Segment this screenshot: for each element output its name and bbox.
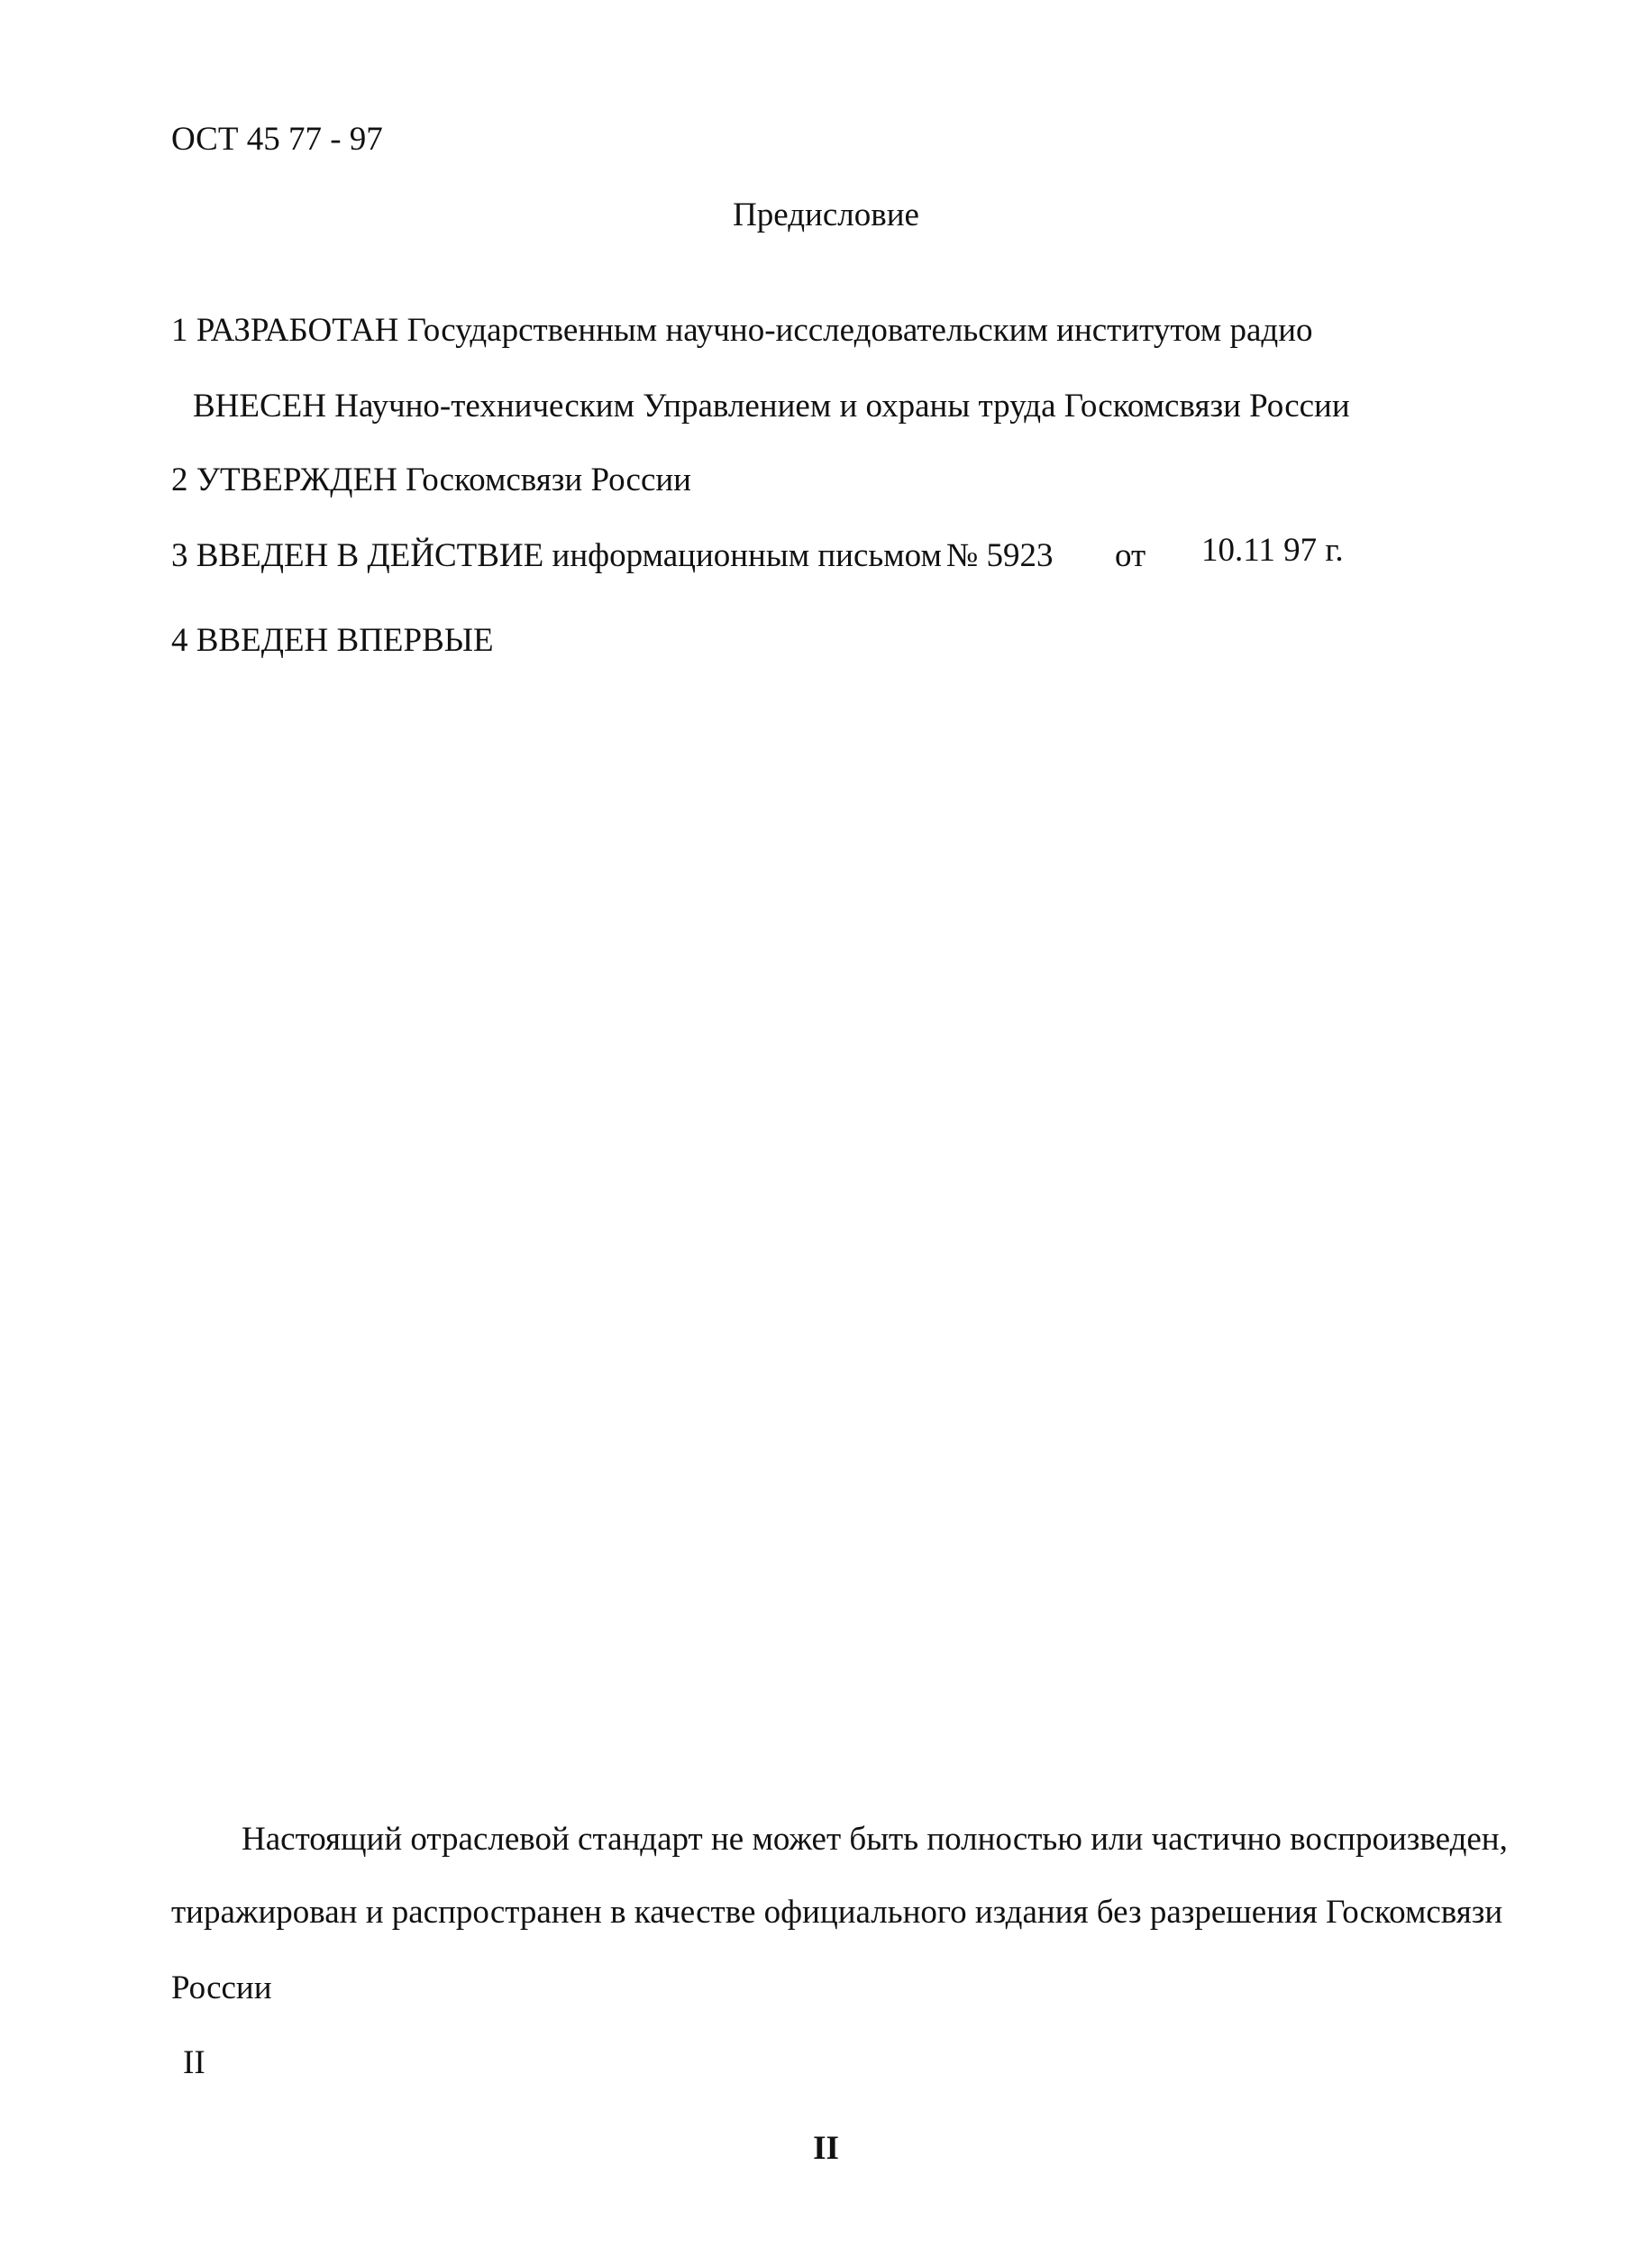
- item-text: информационным письмом: [543, 537, 942, 574]
- item-first-introduced: [171, 622, 494, 661]
- letter-date: 10.11 97 г.: [1201, 532, 1344, 569]
- item-lead: 3 ВВЕДЕН В ДЕЙСТВИЕ: [171, 537, 544, 574]
- document-designation: ОСТ 45 77 - 97: [171, 121, 383, 158]
- item-enacted: [171, 537, 942, 576]
- item-lead: 2 УТВЕРЖДЕН: [171, 461, 397, 498]
- item-developed: [171, 312, 1313, 351]
- item-approved: [171, 461, 691, 500]
- page-mark: II: [183, 2044, 205, 2081]
- notice-line-2: тиражирован и распространен в качестве официального издания без разрешения Госкомсвязи: [171, 1894, 1503, 1931]
- item-text: Научно-техническим Управлением и охраны труда Госкомсвязи России: [326, 388, 1350, 425]
- notice-line-3: России: [171, 1969, 272, 2006]
- item-introduced-by: [193, 388, 1350, 426]
- item-lead: ВНЕСЕН: [193, 388, 326, 425]
- letter-number: № 5923: [946, 537, 1054, 574]
- item-text: Государственным научно-исследовательским институтом радио: [398, 312, 1313, 349]
- page-number: II: [813, 2130, 839, 2167]
- page-title: Предисловие: [733, 196, 919, 233]
- notice-line-1: Настоящий отраслевой стандарт не может быть полностью или частично воспроизведен,: [242, 1821, 1508, 1858]
- item-text: Госкомсвязи России: [397, 461, 691, 498]
- item-lead: 4 ВВЕДЕН ВПЕРВЫЕ: [171, 622, 494, 659]
- letter-from-label: от: [1115, 537, 1146, 574]
- item-lead: 1 РАЗРАБОТАН: [171, 312, 399, 349]
